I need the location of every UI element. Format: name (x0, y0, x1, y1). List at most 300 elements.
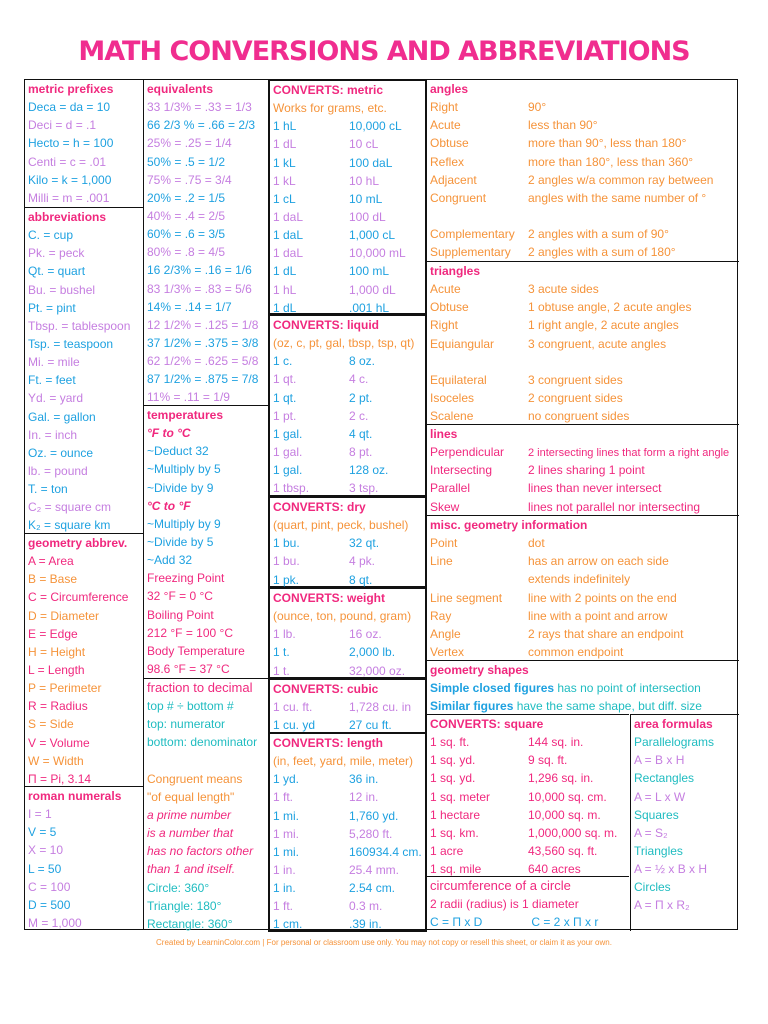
row-term: Vertex (430, 644, 465, 659)
list-row: top # ÷ bottom # (147, 699, 234, 714)
row-term: 1 sq. meter (430, 789, 491, 804)
section-header: metric prefixes (28, 82, 114, 96)
list-row: 40% = .4 = 2/5 (147, 208, 226, 223)
list-row: bottom: denominator (147, 735, 258, 750)
list-row (270, 262, 425, 280)
triangles-list (427, 280, 739, 425)
list-row: Squares (634, 807, 679, 822)
list-row: C = 100 (28, 879, 71, 894)
list-row: Ft. = feet (28, 373, 76, 388)
row-value: 8 oz. (349, 354, 376, 369)
list-row: 37 1/2% = .375 = 3/8 (147, 335, 259, 350)
list-row: ~Deduct 32 (147, 444, 209, 459)
list-row (270, 226, 425, 244)
row-value: 16 oz. (349, 627, 382, 642)
list-row (270, 897, 425, 915)
list-row: Rectangles (634, 771, 695, 786)
row-term: 1 gal. (273, 426, 303, 441)
lines-section (427, 424, 739, 516)
row-term: Angle (430, 626, 461, 641)
row-value: 100 dL (349, 209, 386, 224)
list-row: 83 1/3% = .83 = 5/6 (147, 281, 252, 296)
list-row: Mi. = mile (28, 355, 80, 370)
list-row: Tbsp. = tablespoon (28, 318, 131, 333)
list-row: Qt. = quart (28, 264, 86, 279)
row-value: 12 in. (349, 790, 379, 805)
list-row (427, 625, 739, 643)
section-header: geometry abbrev. (28, 536, 128, 550)
metric-prefixes-section (25, 80, 143, 207)
row-value: 90° (528, 100, 547, 115)
converts-metric-section (268, 79, 427, 315)
list-row (270, 915, 425, 933)
list-row (427, 316, 739, 334)
list-row: Kilo = k = 1,000 (28, 172, 112, 187)
row-value: 3 congruent, acute angles (528, 336, 667, 351)
triangles-section (427, 261, 739, 425)
list-row: R = Radius (28, 699, 88, 714)
list-row (270, 879, 425, 897)
list-row: Bu. = bushel (28, 282, 96, 297)
list-row (427, 751, 629, 769)
list-row (270, 461, 425, 479)
row-value: angles with the same number of ° (528, 190, 707, 205)
column-4 (426, 80, 739, 929)
list-row (427, 116, 739, 134)
list-row (427, 153, 739, 171)
list-row (270, 117, 425, 135)
area-formulas-list (631, 733, 739, 914)
list-row (427, 353, 739, 371)
section-header: circumference of a circle (430, 878, 571, 893)
list-row (427, 461, 739, 479)
row-value: 2 pt. (349, 390, 373, 405)
list-row: L = 50 (28, 861, 62, 876)
row-term: Line (430, 554, 453, 569)
row-term: Isoceles (430, 390, 475, 405)
row-value: 10 mL (349, 191, 383, 206)
list-row: 62 1/2% = .625 = 5/8 (147, 354, 259, 369)
section-header: CONVERTS: weight (273, 591, 386, 605)
section-header: area formulas (634, 717, 713, 731)
row-term: 1 gal. (273, 463, 303, 478)
list-row (270, 172, 425, 190)
equivalents-section (144, 80, 268, 407)
row-term: 1 t. (273, 645, 290, 660)
list-row: S = Side (28, 717, 74, 732)
list-row: W = Width (28, 753, 84, 768)
circumference-formulas (427, 913, 629, 931)
list-row: °F to °C (147, 426, 191, 441)
misc-geometry-list (427, 534, 739, 661)
row-term: 1 qt. (273, 372, 297, 387)
equivalents-list (144, 98, 268, 406)
section-header: CONVERTS: metric (273, 83, 384, 97)
list-row: Tsp. = teaspoon (28, 336, 114, 351)
list-row: V = Volume (28, 735, 90, 750)
list-row (427, 788, 629, 806)
row-value: no congruent sides (528, 409, 630, 424)
row-term: 1 daL (273, 228, 304, 243)
row-value: 1,000 cL (349, 228, 396, 243)
row-term: 1 ft. (273, 899, 294, 914)
list-row: than 1 and itself. (147, 862, 236, 877)
row-value: 2 lines sharing 1 point (528, 463, 645, 478)
row-term: 1 pt. (273, 408, 297, 423)
list-row: E = Edge (28, 626, 78, 641)
row-value: 25.4 mm. (349, 862, 400, 877)
list-row (270, 698, 425, 716)
section-header: CONVERTS: liquid (273, 318, 379, 332)
list-row (427, 298, 739, 316)
row-term: Parallel (430, 481, 471, 496)
section-subtitle: (quart, pint, peck, bushel) (273, 518, 409, 533)
row-value: 8 pt. (349, 444, 373, 459)
row-value: 640 acres (528, 862, 581, 877)
metric-prefix-list (25, 98, 143, 207)
row-term: 1 dL (273, 300, 297, 315)
geometry-shapes-section (427, 660, 739, 715)
list-row (270, 443, 425, 461)
row-value: 2 congruent sides (528, 390, 623, 405)
row-term: Right (430, 318, 459, 333)
list-row: 32 °F = 0 °C (147, 589, 213, 604)
list-row: Congruent means (147, 771, 243, 786)
row-value: 2 c. (349, 408, 369, 423)
row-value: 1,728 cu. in (349, 700, 412, 715)
row-term: 1 sq. yd. (430, 771, 476, 786)
list-row: ~Multiply by 9 (147, 516, 221, 531)
row-value: 10,000 cL (349, 119, 402, 134)
list-row: Pk. = peck (28, 246, 85, 261)
list-row: 98.6 °F = 37 °C (147, 661, 230, 676)
abbreviations-section (25, 207, 143, 535)
list-row: lb. = pound (28, 463, 88, 478)
row-value: less than 90° (528, 118, 598, 133)
row-value: lines than never intersect (528, 481, 662, 496)
row-term: Skew (430, 499, 460, 514)
row-value: line with 2 points on the end (528, 590, 677, 605)
row-term: 1 bu. (273, 554, 300, 569)
column-2 (143, 80, 268, 929)
row-term: 1 pk. (273, 572, 300, 587)
row-value: extends indefinitely (528, 572, 631, 587)
row-term: Scalene (430, 409, 474, 424)
list-row: 25% = .25 = 1/4 (147, 136, 232, 151)
list-row: Body Temperature (147, 643, 245, 658)
roman-numeral-list (25, 805, 143, 932)
list-row (427, 534, 739, 552)
list-row (427, 280, 739, 298)
list-row (427, 171, 739, 189)
list-row (270, 625, 425, 643)
column-3 (268, 80, 426, 932)
geometry-shapes-list (427, 679, 739, 715)
geometry-abbrev-section (25, 533, 143, 788)
list-row (270, 843, 425, 861)
list-row: °C to °F (147, 498, 191, 513)
shape-definition: have the same shape, but diff. size (513, 699, 702, 714)
list-row (270, 552, 425, 570)
list-row: 80% = .8 = 4/5 (147, 245, 226, 260)
list-row: A = Area (28, 554, 74, 569)
list-row (427, 389, 739, 407)
list-row (270, 425, 425, 443)
list-row (427, 842, 629, 860)
square-conversion-list (427, 733, 629, 878)
row-value: 1,760 yd. (349, 808, 399, 823)
list-row: Parallelograms (634, 735, 715, 750)
list-row: In. = inch (28, 427, 78, 442)
row-term: Perpendicular (430, 445, 505, 460)
list-row (270, 208, 425, 226)
section-header: roman numerals (28, 789, 122, 803)
row-value: 10 cL (349, 137, 379, 152)
row-term: 1 tbsp. (273, 481, 310, 496)
circumference-formula-radius: C = 2 x Π x r (531, 915, 599, 930)
list-row: C = Circumference (28, 590, 129, 605)
converts-liquid-section (268, 314, 427, 497)
list-row (270, 571, 425, 589)
angles-section (427, 80, 739, 261)
row-term: 1 mi. (273, 844, 300, 859)
converts-dry-section (268, 496, 427, 588)
list-row: 14% = .14 = 1/7 (147, 299, 232, 314)
geometry-abbrev-list (25, 552, 143, 788)
list-row: X = 10 (28, 843, 64, 858)
row-term: 1 t. (273, 663, 290, 678)
list-row (270, 534, 425, 552)
row-value: 1,000,000 sq. m. (528, 825, 618, 840)
list-row (427, 697, 739, 715)
row-value: 128 oz. (349, 463, 389, 478)
row-term: 1 daL (273, 246, 304, 261)
list-row (427, 733, 629, 751)
list-row: C. = cup (28, 228, 74, 243)
row-term: 1 daL (273, 209, 304, 224)
list-row (427, 679, 739, 697)
misc-geometry-section (427, 515, 739, 661)
list-row: Circle: 360° (147, 880, 210, 895)
list-row (270, 154, 425, 172)
list-row (270, 352, 425, 370)
list-row: 16 2/3% = .16 = 1/6 (147, 263, 252, 278)
row-value: 2.54 cm. (349, 881, 396, 896)
list-row (427, 607, 739, 625)
row-value: more than 90°, less than 180° (528, 136, 687, 151)
shape-term: Simple closed figures (430, 681, 555, 696)
row-value: 160934.4 cm. (349, 844, 422, 859)
row-term: Ray (430, 608, 452, 623)
section-header: equivalents (147, 82, 214, 96)
row-value: 2,000 lb. (349, 645, 396, 660)
row-value: 27 cu ft. (349, 718, 392, 733)
row-value: 2 angles w/a common ray between (528, 172, 714, 187)
circumference-line: 2 radii (radius) is 1 diameter (430, 897, 579, 912)
section-header: misc. geometry information (430, 518, 588, 532)
list-row (270, 407, 425, 425)
row-term: Point (430, 536, 458, 551)
row-term: 1 mi. (273, 808, 300, 823)
list-row: Deci = d = .1 (28, 118, 97, 133)
row-value: 144 sq. in. (528, 735, 584, 750)
list-row (427, 371, 739, 389)
row-term: 1 lb. (273, 627, 296, 642)
list-row: Π = Pi, 3.14 (28, 771, 92, 786)
row-term: 1 cu. yd (273, 718, 316, 733)
list-row (427, 643, 739, 661)
list-row: P = Perimeter (28, 681, 102, 696)
row-value: 3 acute sides (528, 282, 599, 297)
list-row (270, 825, 425, 843)
section-header: CONVERTS: cubic (273, 682, 379, 696)
converts-length-section (268, 732, 427, 932)
row-value: 3 tsp. (349, 481, 379, 496)
list-row: H = Height (28, 644, 86, 659)
list-row: V = 5 (28, 825, 57, 840)
metric-conversion-list (270, 117, 425, 317)
row-term: 1 sq. mile (430, 862, 482, 877)
list-row: 33 1/3% = .33 = 1/3 (147, 100, 252, 115)
list-row: Triangles (634, 843, 683, 858)
row-term: 1 sq. km. (430, 825, 479, 840)
row-term: 1 kL (273, 155, 296, 170)
row-term: 1 cu. ft. (273, 700, 313, 715)
converts-cubic-section (268, 678, 427, 734)
list-row: Boiling Point (147, 607, 214, 622)
list-row: ~Divide by 5 (147, 534, 214, 549)
list-row: 212 °F = 100 °C (147, 625, 233, 640)
row-value: 1 right angle, 2 acute angles (528, 318, 679, 333)
row-term: 1 hectare (430, 807, 481, 822)
section-header: CONVERTS: dry (273, 500, 366, 514)
list-row: "of equal length" (147, 789, 235, 804)
row-term: 1 mi. (273, 826, 300, 841)
weight-conversion-list (270, 625, 425, 679)
section-subtitle: (ounce, ton, pound, gram) (273, 609, 412, 624)
list-row: ~Multiply by 5 (147, 462, 221, 477)
row-value: 100 daL (349, 155, 393, 170)
list-row: Freezing Point (147, 571, 225, 586)
angles-list (427, 98, 739, 261)
row-term: 1 yd. (273, 772, 300, 787)
row-value: 8 qt. (349, 572, 373, 587)
section-header: CONVERTS: square (430, 717, 544, 731)
section-subtitle: (in, feet, yard, mile, meter) (273, 754, 414, 769)
list-row (270, 244, 425, 262)
row-term: Acute (430, 118, 461, 133)
list-row: Gal. = gallon (28, 409, 96, 424)
list-row: ~Divide by 9 (147, 480, 214, 495)
row-term: Supplementary (430, 245, 511, 260)
row-value: 43,560 sq. ft. (528, 843, 598, 858)
row-term: 1 sq. yd. (430, 753, 476, 768)
list-row (427, 98, 739, 116)
list-row: T. = ton (28, 482, 68, 497)
length-conversion-list (270, 770, 425, 933)
list-row (427, 498, 739, 516)
row-term: Equiangular (430, 336, 495, 351)
row-value: 3 congruent sides (528, 372, 623, 387)
section-header: CONVERTS: length (273, 736, 383, 750)
list-row (270, 861, 425, 879)
row-value: 1 obtuse angle, 2 acute angles (528, 300, 692, 315)
row-term: 1 gal. (273, 444, 303, 459)
list-row: 12 1/2% = .125 = 1/8 (147, 317, 259, 332)
list-row (270, 770, 425, 788)
list-row: L = Length (28, 662, 85, 677)
list-row: 66 2/3 % = .66 = 2/3 (147, 118, 256, 133)
row-value: .39 in. (349, 917, 382, 932)
row-term: 1 dL (273, 264, 297, 279)
list-row: A = S₂ (634, 825, 668, 840)
list-row (270, 807, 425, 825)
row-value: 4 qt. (349, 426, 373, 441)
row-value: 2 angles with a sum of 180° (528, 245, 676, 260)
list-row: A = ½ x B x H (634, 862, 708, 877)
list-row: D = 500 (28, 897, 71, 912)
list-row (270, 479, 425, 497)
list-row: B = Base (28, 572, 78, 587)
list-row: has no factors other (147, 844, 254, 859)
row-term: Reflex (430, 154, 465, 169)
row-value: 10 hL (349, 173, 380, 188)
list-row (144, 752, 268, 770)
row-term: 1 qt. (273, 390, 297, 405)
row-term: 1 dL (273, 137, 297, 152)
list-row: 11% = .11 = 1/9 (147, 390, 230, 405)
list-row: 75% = .75 = 3/4 (147, 172, 232, 187)
area-formulas-section (630, 714, 739, 931)
row-term: Right (430, 100, 459, 115)
temperature-list (144, 424, 268, 678)
row-term: 1 acre (430, 843, 464, 858)
row-term: 1 hL (273, 282, 297, 297)
list-row: 60% = .6 = 3/5 (147, 227, 226, 242)
section-subtitle: Works for grams, etc. (273, 101, 387, 116)
list-row: Rectangle: 360° (147, 916, 233, 931)
circumference-section (427, 876, 629, 931)
list-row: Hecto = h = 100 (28, 136, 114, 151)
row-term: Congruent (430, 190, 487, 205)
row-value: has an arrow on each side (528, 554, 669, 569)
section-subtitle: (oz, c, pt, gal, tbsp, tsp, qt) (273, 336, 415, 351)
row-value: 4 pk. (349, 554, 376, 569)
row-term: 1 in. (273, 881, 296, 896)
row-value: 4 c. (349, 372, 369, 387)
list-row: Triangle: 180° (147, 898, 222, 913)
list-row (270, 788, 425, 806)
footer-credit: Created by LearninColor.com | For personal or classroom use only. You may not copy or resell this sheet, or claim it as your own. (156, 938, 612, 947)
row-term: 1 ft. (273, 790, 294, 805)
section-header: geometry shapes (430, 663, 529, 677)
list-row (427, 189, 739, 207)
list-row: Circles (634, 880, 671, 895)
row-term: Line segment (430, 590, 503, 605)
shape-term: Similar figures (430, 699, 514, 714)
list-row: Centi = c = .01 (28, 154, 107, 169)
abbreviation-list (25, 226, 143, 534)
list-row: Oz. = ounce (28, 445, 94, 460)
row-value: .001 hL (349, 300, 390, 315)
list-row: top: numerator (147, 717, 226, 732)
roman-numerals-section (25, 786, 143, 932)
row-value: 2 angles with a sum of 90° (528, 227, 669, 242)
shape-definition: has no point of intersection (554, 681, 701, 696)
temperatures-section (144, 405, 268, 678)
row-value: more than 180°, less than 360° (528, 154, 694, 169)
list-row (427, 443, 739, 461)
